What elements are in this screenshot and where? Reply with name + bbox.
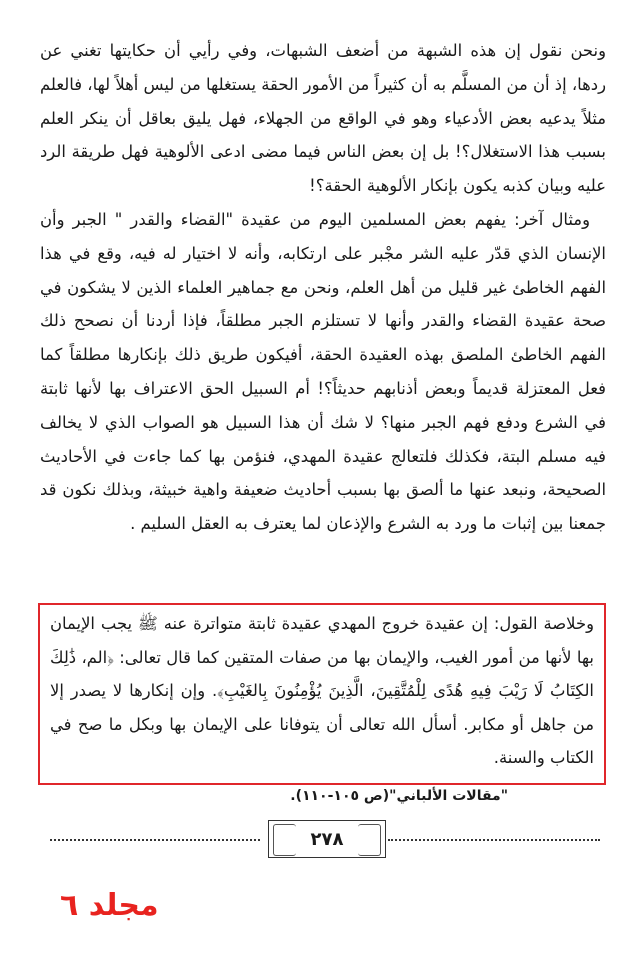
footnote: "مقالات الألباني"(ص ١٠٥-١١٠). bbox=[290, 788, 508, 804]
page-number: ٢٧٨ bbox=[310, 828, 344, 850]
divider-line-left bbox=[50, 839, 260, 841]
ornament-left-icon bbox=[273, 824, 296, 856]
ornament-right-icon bbox=[358, 824, 381, 856]
summary-text: وخلاصة القول: إن عقيدة خروج المهدي عقيدة ثابتة متواترة عنه ﷺ يجب الإيمان بها لأنها من أمور الغيب، والإيمان بها من صفات المتقين كما قال تعالى: ﴿الم، ذَٰلِكَ الكِتَابُ لَا رَيْبَ فِيهِ هُدًى لِلْمُتَّقِينَ، الَّذِينَ يُؤْمِنُونَ بِالغَيْبِ﴾. وإن إنكارها لا يصدر إلا من جاهل أو مكابر. أسأل الله تعالى أن يتوفانا على الإيمان بها وبكل ما صح في الكتاب والسنة. bbox=[50, 614, 594, 767]
page-number-frame bbox=[268, 820, 386, 858]
paragraph-2: ومثال آخر: يفهم بعض المسلمين اليوم من عقيدة "القضاء والقدر " الجبر وأن الإنسان الذي قدّر عليه الشر مجْبر على ارتكابه، وأنه لا اختيار له فيه، وقع في هذا الفهم الخاطئ غير قليل من أهل العلم، ونحن مع جماهير العلماء الذين لا يشكون في صحة عقيدة القضاء والقدر وأنها لا تستلزم الجبر مطلقاً، فإذا أردنا أن نصحح ذلك الفهم الخاطئ الملصق بهذه العقيدة الحقة، أفيكون طريق ذلك بإنكارها مطلقاً كما فعل المعتزلة قديماً وبعض أذنابهم حديثاً؟! أم السبيل الحق الاعتراف بها لأنها ثابتة في الشرع ودفع فهم الجبر منها؟ لا شك أن هذا السبيل هو الصواب الذي لا يخالف فيه مسلم البتة، فكذلك فلتعالج عقيدة المهدي، فنؤمن بها كما جاءت في الأحاديث الصحيحة، ونبعد عنها ما ألصق بها بسبب أحاديث ضعيفة واهية خبيثة، وبذلك نكون قد جمعنا بين إثبات ما ورد به الشرع والإذعان لما يعترف به العقل السليم . bbox=[40, 209, 606, 534]
volume-label: مجلد ٦ bbox=[60, 888, 159, 923]
main-text bbox=[40, 34, 606, 541]
page-divider bbox=[50, 818, 600, 862]
summary-highlight-box bbox=[38, 603, 606, 785]
divider-line-right bbox=[388, 839, 600, 841]
paragraph-1: ونحن نقول إن هذه الشبهة من أضعف الشبهات، وفي رأيي أن حكايتها تغني عن ردها، إذ أن من المسلَّم به أن كثيراً من الأمور الحقة يستغلها من ليس أهلاً لها، فالعلم مثلاً يدعيه بعض الأدعياء وهو في الواقع من الجهلاء، فهل يليق بعاقل أن ينكر العلم بسبب هذا الاستغلال؟! بل إن بعض الناس فيما مضى ادعى الألوهية فهل طريقة الرد عليه وبيان كذبه يكون بإنكار الألوهية الحقة؟! bbox=[40, 41, 606, 196]
